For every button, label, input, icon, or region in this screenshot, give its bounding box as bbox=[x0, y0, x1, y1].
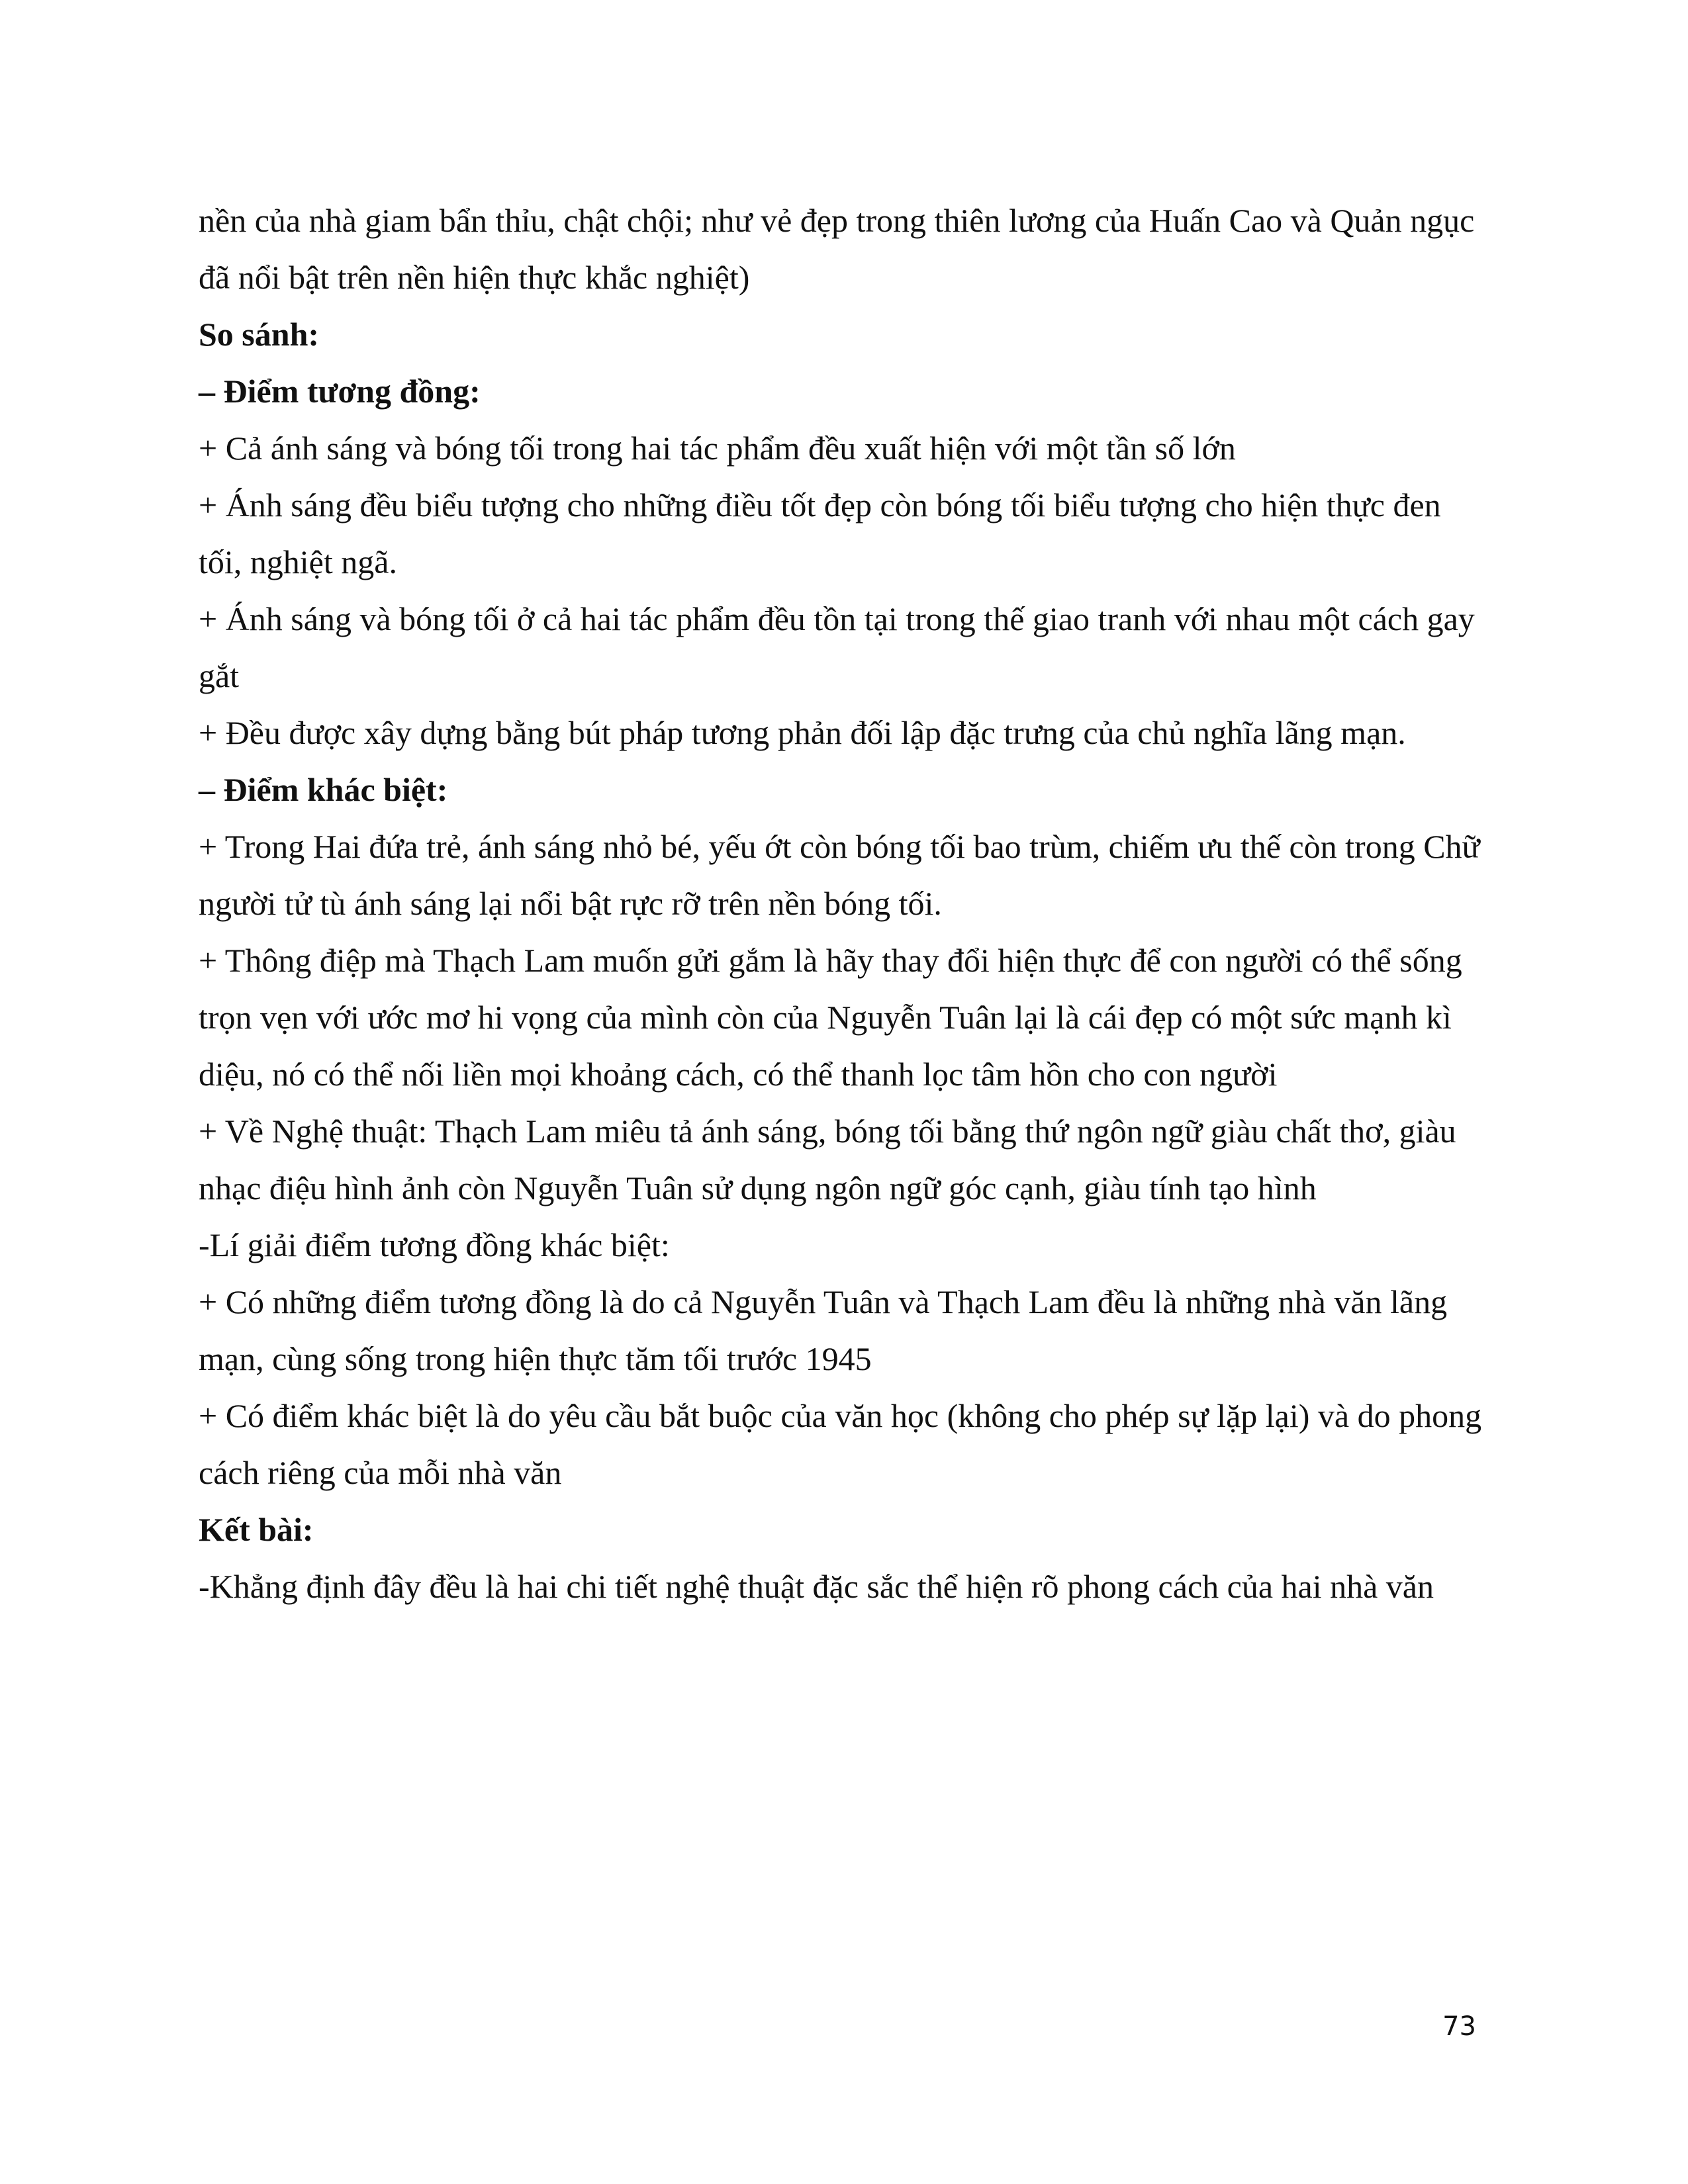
body-line: đã nổi bật trên nền hiện thực khắc nghiệt) bbox=[199, 259, 750, 296]
subheading-similarities: – Điểm tương đồng: bbox=[199, 373, 481, 410]
body-line: cách riêng của mỗi nhà văn bbox=[199, 1454, 562, 1491]
body-line: tối, nghiệt ngã. bbox=[199, 543, 397, 580]
body-line: gắt bbox=[199, 657, 240, 694]
body-line: + Cả ánh sáng và bóng tối trong hai tác phẩm đều xuất hiện với một tần số lớn bbox=[199, 430, 1236, 467]
body-line: + Có điểm khác biệt là do yêu cầu bắt buộc của văn học (không cho phép sự lặp lại) và do phong bbox=[199, 1397, 1482, 1434]
document-page bbox=[199, 0, 1496, 2184]
page-number: 73 bbox=[1442, 2011, 1476, 2042]
body-line: diệu, nó có thể nối liền mọi khoảng cách, có thể thanh lọc tâm hồn cho con người bbox=[199, 1056, 1278, 1093]
section-heading-so-sanh: So sánh: bbox=[199, 316, 320, 353]
body-line: + Ánh sáng đều biểu tượng cho những điều tốt đẹp còn bóng tối biểu tượng cho hiện thực đen bbox=[199, 486, 1441, 523]
body-line: mạn, cùng sống trong hiện thực tăm tối trước 1945 bbox=[199, 1340, 872, 1377]
subheading-differences: – Điểm khác biệt: bbox=[199, 771, 448, 808]
body-line: + Trong Hai đứa trẻ, ánh sáng nhỏ bé, yếu ớt còn bóng tối bao trùm, chiếm ưu thế còn trong Chữ bbox=[199, 828, 1480, 865]
document-body bbox=[199, 192, 1496, 1615]
body-line: + Đều được xây dựng bằng bút pháp tương phản đối lập đặc trưng của chủ nghĩa lãng mạn. bbox=[199, 714, 1406, 751]
body-line: nhạc điệu hình ảnh còn Nguyễn Tuân sử dụng ngôn ngữ góc cạnh, giàu tính tạo hình bbox=[199, 1169, 1317, 1206]
body-line: người tử tù ánh sáng lại nổi bật rực rỡ trên nền bóng tối. bbox=[199, 885, 942, 922]
body-line: + Thông điệp mà Thạch Lam muốn gửi gắm là hãy thay đổi hiện thực để con người có thể sống bbox=[199, 942, 1462, 979]
body-line: -Khẳng định đây đều là hai chi tiết nghệ thuật đặc sắc thể hiện rõ phong cách của hai nhà văn bbox=[199, 1568, 1434, 1605]
body-line: trọn vẹn với ước mơ hi vọng của mình còn của Nguyễn Tuân lại là cái đẹp có một sức mạnh kì bbox=[199, 999, 1452, 1036]
body-line: + Về Nghệ thuật: Thạch Lam miêu tả ánh sáng, bóng tối bằng thứ ngôn ngữ giàu chất thơ, giàu bbox=[199, 1113, 1456, 1150]
body-line: -Lí giải điểm tương đồng khác biệt: bbox=[199, 1226, 670, 1263]
body-line: nền của nhà giam bẩn thỉu, chật chội; như vẻ đẹp trong thiên lương của Huấn Cao và Quản ngục bbox=[199, 202, 1475, 239]
body-line: + Ánh sáng và bóng tối ở cả hai tác phẩm đều tồn tại trong thế giao tranh với nhau một cách gay bbox=[199, 600, 1475, 637]
section-heading-ket-bai: Kết bài: bbox=[199, 1511, 314, 1548]
body-line: + Có những điểm tương đồng là do cả Nguyễn Tuân và Thạch Lam đều là những nhà văn lãng bbox=[199, 1283, 1448, 1320]
